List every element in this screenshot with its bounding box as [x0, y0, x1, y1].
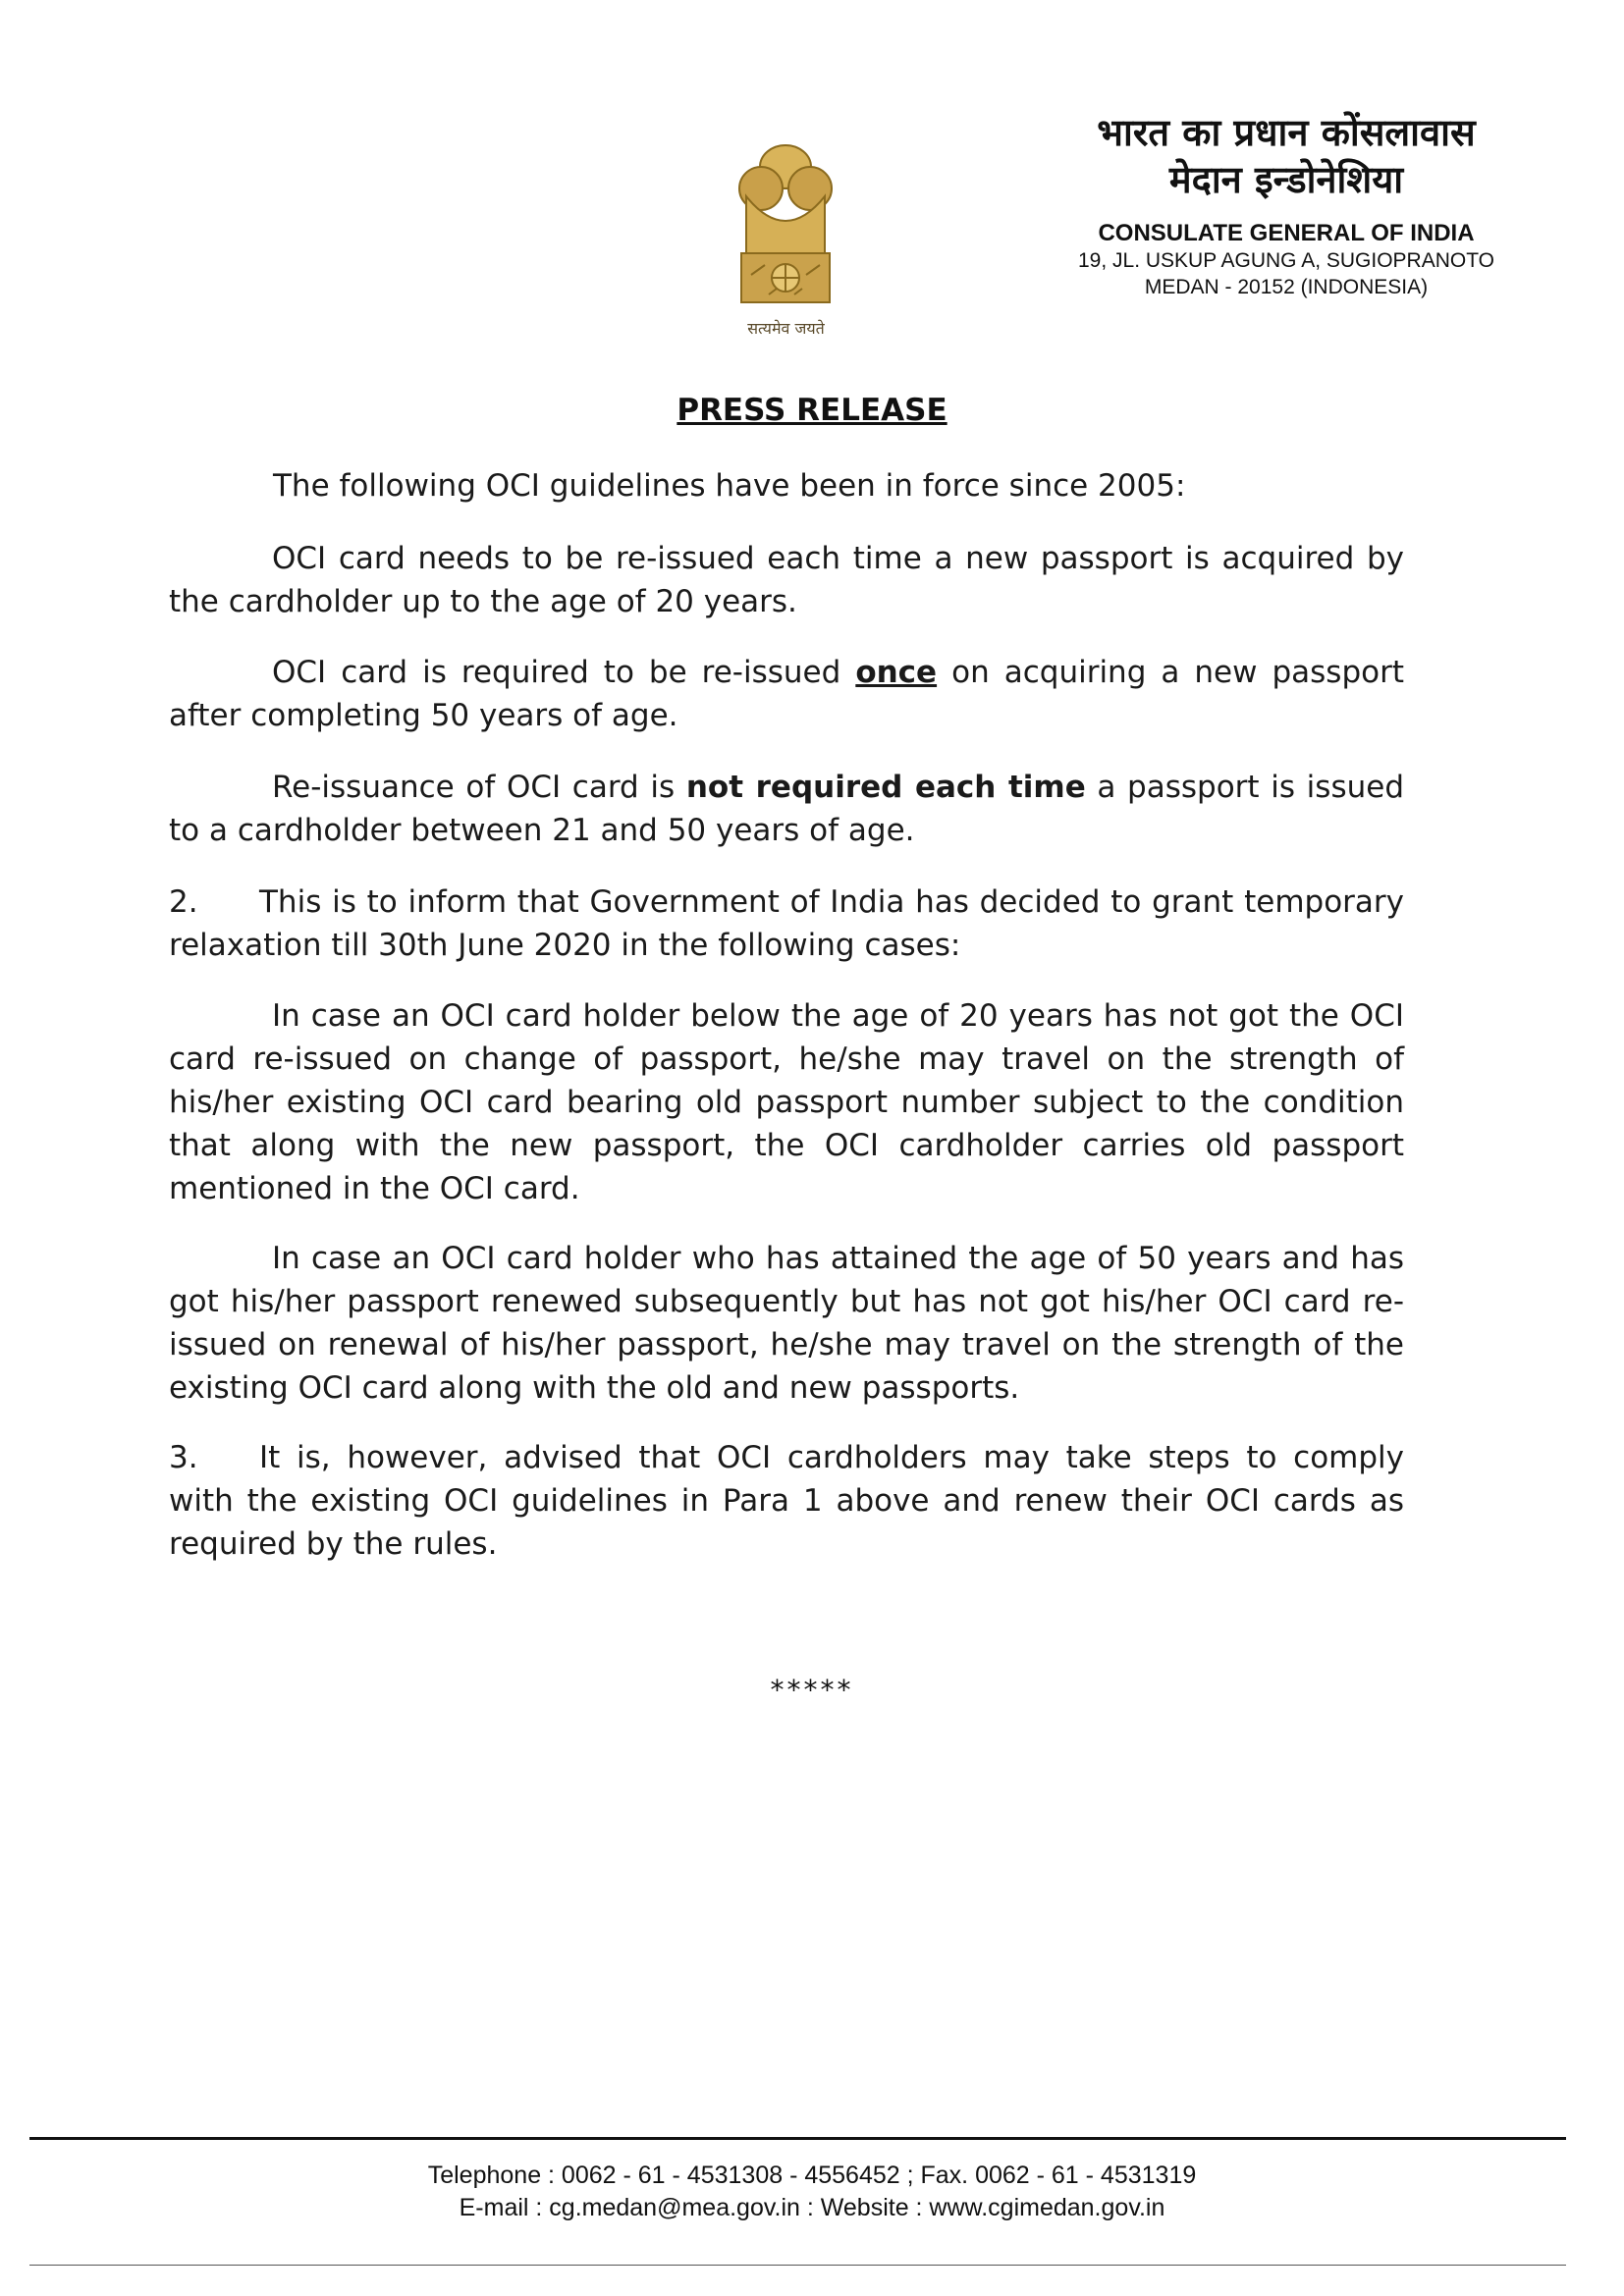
text-span: a passport is issued to a cardholder between 21 and 50 years of age.	[169, 770, 1404, 848]
case-paragraph-1: In case an OCI card holder below the age of 20 years has not got the OCI card re-issued on change of passport, he/she may travel on the strength of his/her existing OCI card bearing old passport number subject to the condition that along with the new passport, the OCI cardholder carries old passport mentioned in the OCI card.	[169, 998, 1404, 1206]
national-emblem-icon	[712, 128, 859, 339]
numbered-paragraph-3	[169, 1436, 1404, 1566]
intro-paragraph: The following OCI guidelines have been in force since 2005:	[273, 468, 1186, 504]
hindi-heading-line2: मेदान इन्डोनेशिया	[1168, 157, 1404, 201]
emphasis-once: once	[855, 655, 938, 690]
paragraph-number: 3.	[169, 1440, 198, 1475]
text-span: Re-issuance of OCI card is	[272, 770, 686, 805]
address-line2: MEDAN - 20152 (INDONESIA)	[1144, 276, 1429, 298]
text-span: on acquiring a new passport after completing 50 years of age.	[169, 655, 1404, 733]
numbered-paragraph-2	[169, 881, 1404, 967]
text-span: OCI card is required to be re-issued	[272, 655, 856, 690]
guideline-paragraph-1: OCI card needs to be re-issued each time a new passport is acquired by the cardholder up to the age of 20 years.	[169, 541, 1404, 619]
footer-contact-line: Telephone : 0062 - 61 - 4531308 - 4556452 ; Fax. 0062 - 61 - 4531319	[427, 2162, 1197, 2189]
letterhead	[1011, 110, 1561, 300]
paragraph-number: 2.	[169, 884, 198, 920]
end-marker: *****	[770, 1674, 854, 1706]
paragraph-text: This is to inform that Government of India has decided to grant temporary relaxation till 30th June 2020 in the following cases:	[169, 884, 1404, 963]
footer-web-line: E-mail : cg.medan@mea.gov.in : Website : www.cgimedan.gov.in	[459, 2194, 1165, 2221]
footer-divider	[29, 2137, 1566, 2140]
bottom-divider	[29, 2265, 1566, 2266]
footer	[0, 2160, 1624, 2224]
emblem-motto: सत्यमेव जयते	[747, 319, 825, 338]
organization-name: CONSULATE GENERAL OF INDIA	[1098, 220, 1475, 246]
case-paragraph-2: In case an OCI card holder who has attained the age of 50 years and has got his/her passport renewed subsequently but has not got his/her OCI card re-issued on renewal of his/her passport, he/she may travel on the strength of the existing OCI card along with the old and new passports.	[169, 1241, 1404, 1406]
document-title: PRESS RELEASE	[677, 393, 947, 428]
emphasis-not-required: not required each time	[685, 770, 1086, 805]
hindi-heading-line1: भारत का प्रधान कोंसलावास	[1097, 110, 1476, 154]
paragraph-text: It is, however, advised that OCI cardholders may take steps to comply with the existing OCI guidelines in Para 1 above and renew their OCI cards as required by the rules.	[169, 1440, 1404, 1562]
address-line1: 19, JL. USKUP AGUNG A, SUGIOPRANOTO	[1077, 249, 1495, 272]
guideline-paragraph-2	[169, 651, 1404, 737]
guideline-paragraph-3	[169, 766, 1404, 852]
